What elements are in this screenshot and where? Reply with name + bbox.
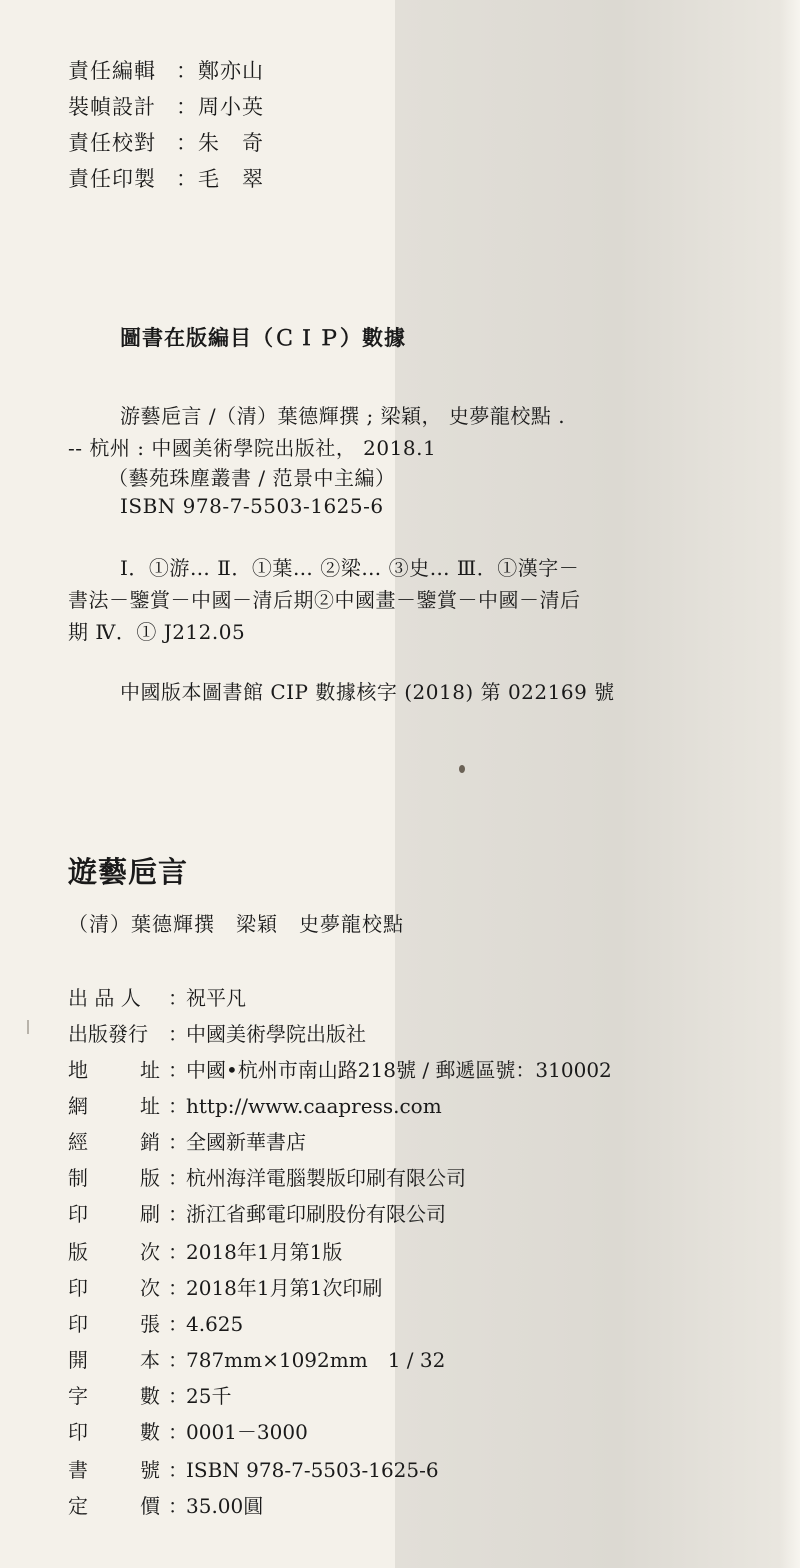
- info-separator: ：: [168, 1166, 188, 1190]
- info-row-format: [68, 1344, 445, 1373]
- credit-value: 朱 奇: [198, 131, 264, 155]
- paper-mark: [27, 1020, 29, 1034]
- info-label: 制: [68, 1166, 88, 1190]
- info-value: ISBN 978-7-5503-1625-6: [186, 1458, 439, 1482]
- credit-separator: ：: [176, 95, 198, 119]
- info-label: 址: [140, 1058, 160, 1082]
- info-value: 0001－3000: [186, 1420, 308, 1444]
- credit-label: 責任校對: [68, 131, 156, 155]
- cip-approval-note: 中國版本圖書館 CIP 數據核字 (2018) 第 022169 號: [120, 680, 615, 704]
- info-label: 出版發行: [68, 1022, 148, 1046]
- book-authors: （清）葉德輝撰 梁穎 史夢龍校點: [68, 912, 404, 936]
- cip-classification-line-1: Ⅰ．①游… Ⅱ．①葉… ②梁… ③史… Ⅲ．①漢字－: [120, 556, 580, 580]
- info-row-edition: [68, 1236, 342, 1265]
- info-value: 祝平凡: [186, 986, 246, 1010]
- info-separator: ：: [168, 1384, 188, 1408]
- info-label: 經: [68, 1130, 88, 1154]
- info-row-publisher: [68, 1018, 366, 1047]
- info-row-print-run: [68, 1416, 308, 1445]
- credit-design: [68, 91, 264, 121]
- info-label: 印: [68, 1202, 88, 1226]
- info-label: 次: [140, 1276, 160, 1300]
- info-separator: ：: [168, 1348, 188, 1372]
- info-value: 2018年1月第1版: [186, 1240, 343, 1264]
- info-label: 定: [68, 1494, 88, 1518]
- credit-separator: ：: [176, 167, 198, 191]
- info-label: 開: [68, 1348, 88, 1372]
- info-separator: ：: [168, 986, 188, 1010]
- info-row-address: [68, 1054, 612, 1083]
- info-label: 數: [140, 1420, 160, 1444]
- info-label: 數: [140, 1384, 160, 1408]
- info-label: 出 品 人: [68, 986, 141, 1010]
- info-separator: ：: [168, 1094, 188, 1118]
- info-separator: ：: [168, 1202, 188, 1226]
- credit-proofreader: [68, 127, 264, 157]
- book-title: 遊藝巵言: [68, 855, 189, 889]
- info-row-word-count: [68, 1380, 231, 1409]
- cip-series-line: （藝苑珠塵叢書 / 范景中主編）: [108, 466, 396, 490]
- info-value: 浙江省郵電印刷股份有限公司: [186, 1202, 446, 1226]
- info-row-price: [68, 1490, 263, 1519]
- credit-separator: ：: [176, 131, 198, 155]
- info-label: 印: [68, 1276, 88, 1300]
- credit-label: 裝幀設計: [68, 95, 156, 119]
- info-row-producer: [68, 982, 246, 1011]
- info-value: 全國新華書店: [186, 1130, 306, 1154]
- info-separator: ：: [168, 1312, 188, 1336]
- cip-isbn-line: ISBN 978-7-5503-1625-6: [120, 494, 384, 518]
- info-label: 地: [68, 1058, 88, 1082]
- info-label: 址: [140, 1094, 160, 1118]
- info-separator: ：: [168, 1494, 188, 1518]
- info-label: 銷: [140, 1130, 160, 1154]
- info-row-printing: [68, 1272, 382, 1301]
- info-label: 版: [68, 1240, 88, 1264]
- info-value: 787mm×1092mm 1 / 32: [186, 1348, 446, 1372]
- info-label: 次: [140, 1240, 160, 1264]
- info-separator: ：: [168, 1130, 188, 1154]
- credit-label: 責任編輯: [68, 59, 156, 83]
- credit-editor: [68, 55, 264, 85]
- cip-classification-line-3: 期 Ⅳ．① J212.05: [68, 620, 246, 644]
- info-row-printer: [68, 1198, 446, 1227]
- info-value: 4.625: [186, 1312, 244, 1336]
- cip-title-line: 游藝巵言 /（清）葉德輝撰 ; 梁穎， 史夢龍校點 .: [120, 404, 566, 428]
- info-value: 杭州海洋電腦製版印刷有限公司: [186, 1166, 466, 1190]
- info-row-website: [68, 1090, 442, 1119]
- info-label: 刷: [140, 1202, 160, 1226]
- paper-speck: [459, 765, 465, 773]
- info-label: 書: [68, 1458, 88, 1482]
- info-label: 字: [68, 1384, 88, 1408]
- info-separator: ：: [168, 1276, 188, 1300]
- info-row-platemaking: [68, 1162, 466, 1191]
- info-separator: ：: [168, 1458, 188, 1482]
- info-value: 25千: [186, 1384, 232, 1408]
- cip-classification-line-2: 書法－鑒賞－中國－清后期②中國畫－鑒賞－中國－清后: [68, 588, 581, 612]
- info-label: 印: [68, 1420, 88, 1444]
- info-value: http://www.caapress.com: [186, 1094, 442, 1118]
- credit-printing: [68, 163, 264, 193]
- info-separator: ：: [168, 1022, 188, 1046]
- info-label: 印: [68, 1312, 88, 1336]
- info-value: 中國•杭州市南山路218號 / 郵遞區號：310002: [186, 1058, 612, 1082]
- info-label: 張: [140, 1312, 160, 1336]
- info-separator: ：: [168, 1240, 188, 1264]
- info-value: 2018年1月第1次印刷: [186, 1276, 383, 1300]
- cip-publisher-line: -- 杭州 : 中國美術學院出版社， 2018.1: [68, 436, 437, 460]
- info-row-isbn: [68, 1454, 439, 1483]
- info-label: 網: [68, 1094, 88, 1118]
- credit-value: 周小英: [198, 95, 264, 119]
- info-label: 版: [140, 1166, 160, 1190]
- info-value: 中國美術學院出版社: [186, 1022, 366, 1046]
- credit-label: 責任印製: [68, 167, 156, 191]
- info-label: 價: [140, 1494, 160, 1518]
- credit-value: 毛 翠: [198, 167, 264, 191]
- info-separator: ：: [168, 1058, 188, 1082]
- cip-heading: 圖書在版編目（ＣＩＰ）數據: [120, 326, 406, 350]
- info-separator: ：: [168, 1420, 188, 1444]
- credit-separator: ：: [176, 59, 198, 83]
- info-row-sheets: [68, 1308, 243, 1337]
- info-value: 35.00圓: [186, 1494, 264, 1518]
- info-row-distribution: [68, 1126, 306, 1155]
- info-label: 本: [140, 1348, 160, 1372]
- credit-value: 鄭亦山: [198, 59, 264, 83]
- info-label: 號: [140, 1458, 160, 1482]
